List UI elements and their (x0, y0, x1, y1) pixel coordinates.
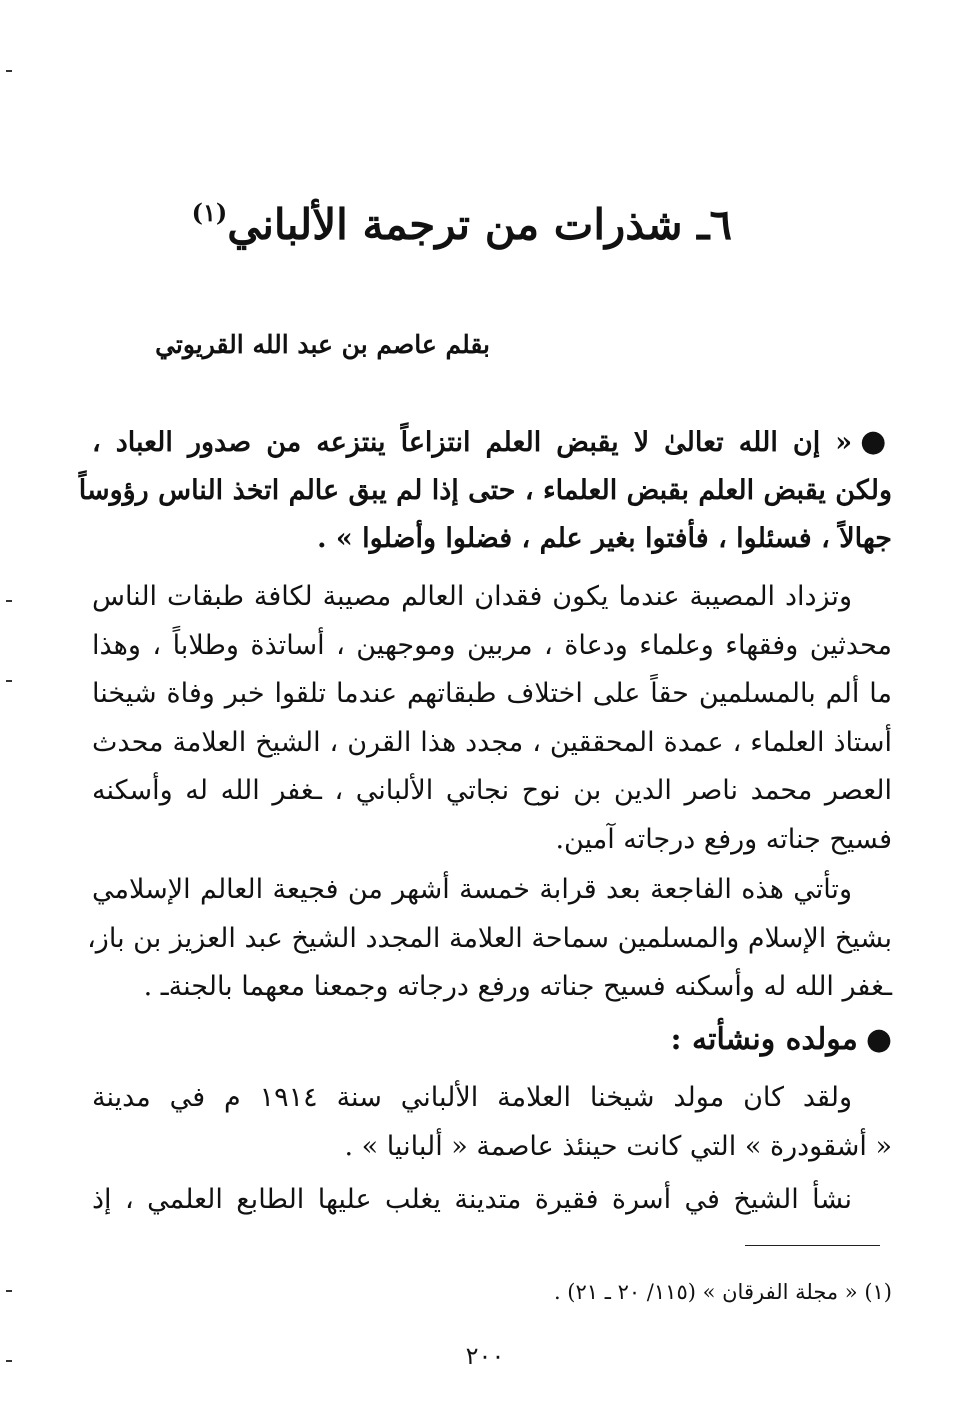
margin-mark (6, 1290, 12, 1292)
text-line: فسيح جناته ورفع درجاته آمين. (555, 823, 892, 855)
text-line: وتأتي هذه الفاجعة بعد قرابة خمسة أشهر من فجيعة العالم الإسلامي (92, 874, 852, 905)
margin-mark (6, 600, 12, 602)
text-line: ●« إن الله تعالىٰ لا يقبض العلم انتزاعاً ينتزعه من صدور العباد ، (92, 424, 892, 459)
footnote-divider (745, 1245, 880, 1246)
heading-line: ●مولده ونشأته : (670, 1022, 892, 1057)
quote-paragraph (78, 418, 892, 564)
body-paragraph-1 (92, 573, 892, 864)
body-paragraph-3 (92, 1074, 892, 1171)
author-byline: بقلم عاصم بن عبد الله القريوتي (155, 330, 490, 359)
margin-mark (6, 680, 12, 682)
body-paragraph-2 (87, 866, 892, 1012)
text-line: ولكن يقبض العلم بقبض العلماء ، حتى إذا لم يبق عالم اتخذ الناس رؤوساً (78, 474, 892, 506)
bullet-icon: ● (860, 424, 892, 459)
text-line: بشيخ الإسلام والمسلمين سماحة العلامة المجدد الشيخ عبد العزيز بن باز، (87, 922, 892, 954)
text-line: ـغفر الله له وأسكنه فسيح جناته ورفع درجاته وجمعنا معهما بالجنةـ . (143, 971, 892, 1002)
chapter-title (120, 198, 732, 249)
bullet-icon: ● (865, 1022, 892, 1057)
text-line: جهالاً ، فسئلوا ، فأفتوا بغير علم ، فضلوا وأضلوا » . (317, 523, 892, 554)
text-line: العصر محمد ناصر الدين بن نوح نجاتي الألباني ، ـغفر الله له وأسكنه (92, 775, 892, 806)
section-heading (92, 1016, 892, 1065)
text-line: ولقد كان مولد شيخنا العلامة الألباني سنة ١٩١٤ م في مدينة (92, 1082, 852, 1113)
margin-mark (6, 70, 12, 72)
footnote: (١) « مجلة الفرقان » (١١٥/ ٢٠ ـ ٢١) . (553, 1280, 892, 1304)
text-line: أستاذ العلماء ، عمدة المحققين ، مجدد هذا القرن ، الشيخ العلامة محدث (92, 726, 892, 758)
title-footnote-ref: (١) (191, 198, 228, 227)
page-number: ٢٠٠ (465, 1342, 505, 1370)
text-line: ما ألم بالمسلمين حقاً على اختلاف طبقاتهم عندما تلقوا خبر وفاة شيخنا (92, 678, 892, 709)
margin-mark (6, 1360, 12, 1362)
chapter-title-text: ٦ـ شذرات من ترجمة الألباني (227, 200, 732, 249)
text-line: محدثين وفقهاء وعلماء ودعاة ، مربين وموجهين ، أساتذة وطلاباً ، وهذا (92, 629, 892, 661)
text-line: نشأ الشيخ في أسرة فقيرة متدينة يغلب عليها الطابع العلمي ، إذ (92, 1184, 852, 1215)
body-paragraph-4 (92, 1176, 892, 1225)
text-line: « أشقودرة » التي كانت حينئذ عاصمة « ألبانيا » . (344, 1130, 892, 1162)
text-line: وتزداد المصيبة عندما يكون فقدان العالم مصيبة لكافة طبقات الناس (92, 581, 852, 612)
